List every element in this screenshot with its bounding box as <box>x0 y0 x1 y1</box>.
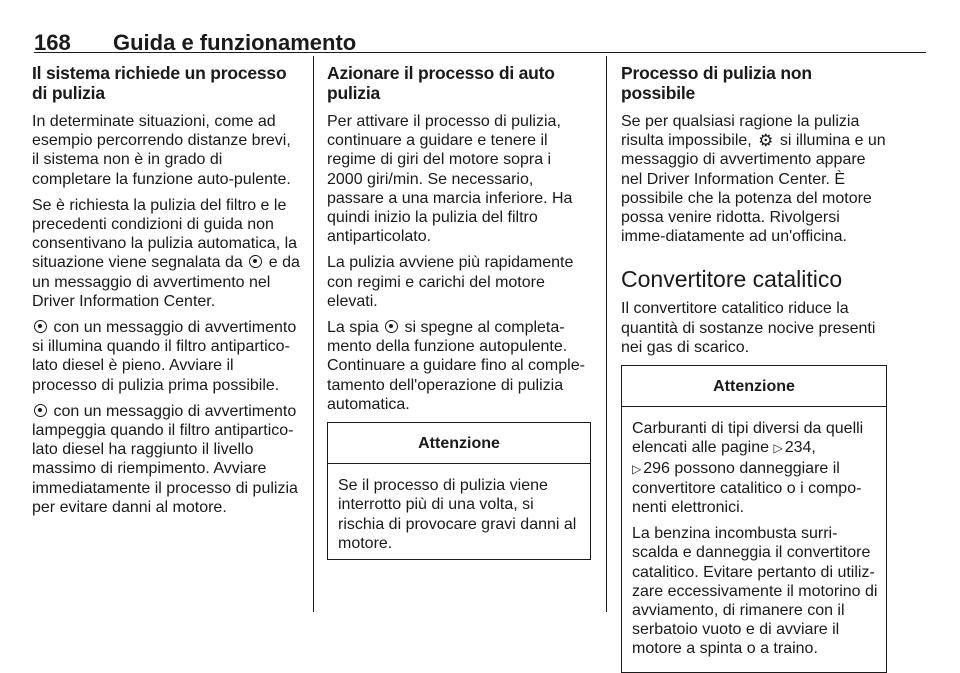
section-heading-large: Convertitore catalitico <box>621 266 843 293</box>
dpf-warning-icon <box>34 404 47 417</box>
section-heading: Il sistema richiede un processo di pulizia <box>32 63 287 103</box>
warning-box <box>621 365 887 673</box>
column-right <box>621 63 887 673</box>
section-heading: Azionare il processo di auto pulizia <box>327 63 555 103</box>
paragraph: Il convertitore catalitico riduce la quantità di sostanze nocive presenti nei gas di scarico. <box>621 300 876 356</box>
triangle-right-icon: ▷ <box>632 461 642 476</box>
chapter-title: Guida e funzionamento <box>113 30 357 55</box>
page-header <box>34 30 926 55</box>
page-reference[interactable]: 234, <box>784 439 816 457</box>
triangle-right-icon: ▷ <box>773 441 783 456</box>
warning-box-title: Attenzione <box>622 366 886 407</box>
warning-box-body <box>622 407 886 671</box>
column-left <box>32 63 300 524</box>
paragraph: Carburanti di tipi diversi da quelli elencati alle pagine ▷ 234, ▷ 296 possono danneggiare il convertitore catalitico o i compo-nenti elettronici. <box>632 420 864 517</box>
section-heading: Processo di pulizia non possibile <box>621 63 812 103</box>
paragraph: con un messaggio di avvertimento lampeggia quando il filtro antipartico-lato diesel ha raggiunto il livello massimo di riempimento. Avviare immediatamente il processo di pulizia per evitare danni al motore. <box>32 402 298 516</box>
dpf-warning-icon <box>249 255 262 268</box>
paragraph: Se è richiesta la pulizia del filtro e le precedenti condizioni di guida non consentivano la pulizia automatica, la situazione viene segnalata da e da un messaggio di avvertimento nel Driver Information Center. <box>32 196 300 310</box>
paragraph: La spia si spegne al completa-mento della funzione autopulente. Continuare a guidare fino al comple-tamento dell'operazione di pulizia automatica. <box>327 319 585 413</box>
paragraph: In determinate situazioni, come ad esempio percorrendo distanze brevi, il sistema non è in grado di completare la funzione auto-pulente. <box>32 113 291 188</box>
warning-box-title: Attenzione <box>328 423 590 464</box>
dpf-warning-icon <box>34 320 47 333</box>
paragraph: con un messaggio di avvertimento si illumina quando il filtro antipartico-lato diesel è pieno. Avviare il processo di pulizia prima possibile. <box>32 319 297 394</box>
page-number: 168 <box>34 30 71 55</box>
paragraph: La benzina incombusta surri-scalda e danneggia il convertitore catalitico. Evitare pertanto di utiliz-zare eccessivamente il motorino di avviamento, di rimanere con il serbatoio vuoto e di avviare il motore a spinta o a traino. <box>632 525 878 658</box>
column-divider <box>606 56 607 612</box>
dpf-warning-icon <box>385 320 398 333</box>
column-divider <box>313 56 314 612</box>
header-rule <box>34 52 926 53</box>
paragraph: Per attivare il processo di pulizia, continuare a guidare e tenere il regime di giri del motore sopra i 2000 giri/min. Se necessario, passare a una marcia inferiore. Ha quindi inizio la pulizia del filtro antiparticolato. <box>327 113 573 246</box>
paragraph: Se per qualsiasi ragione la pulizia risulta impossibile, ⚙ si illumina e un messaggio di avvertimento appare nel Driver Information Center. È possibile che la potenza del motore possa venire ridotta. Rivolgersi imme-diatamente ad un'officina. <box>621 113 886 246</box>
engine-check-icon: ⚙ <box>758 131 774 151</box>
page-reference[interactable]: 296 <box>643 459 670 477</box>
warning-box <box>327 422 591 560</box>
warning-box-text: Se il processo di pulizia viene interrotto più di una volta, si rischia di provocare gravi danni al motore. <box>338 477 577 552</box>
paragraph: La pulizia avviene più rapidamente con regimi e carichi del motore elevati. <box>327 254 574 310</box>
column-middle <box>327 63 591 560</box>
